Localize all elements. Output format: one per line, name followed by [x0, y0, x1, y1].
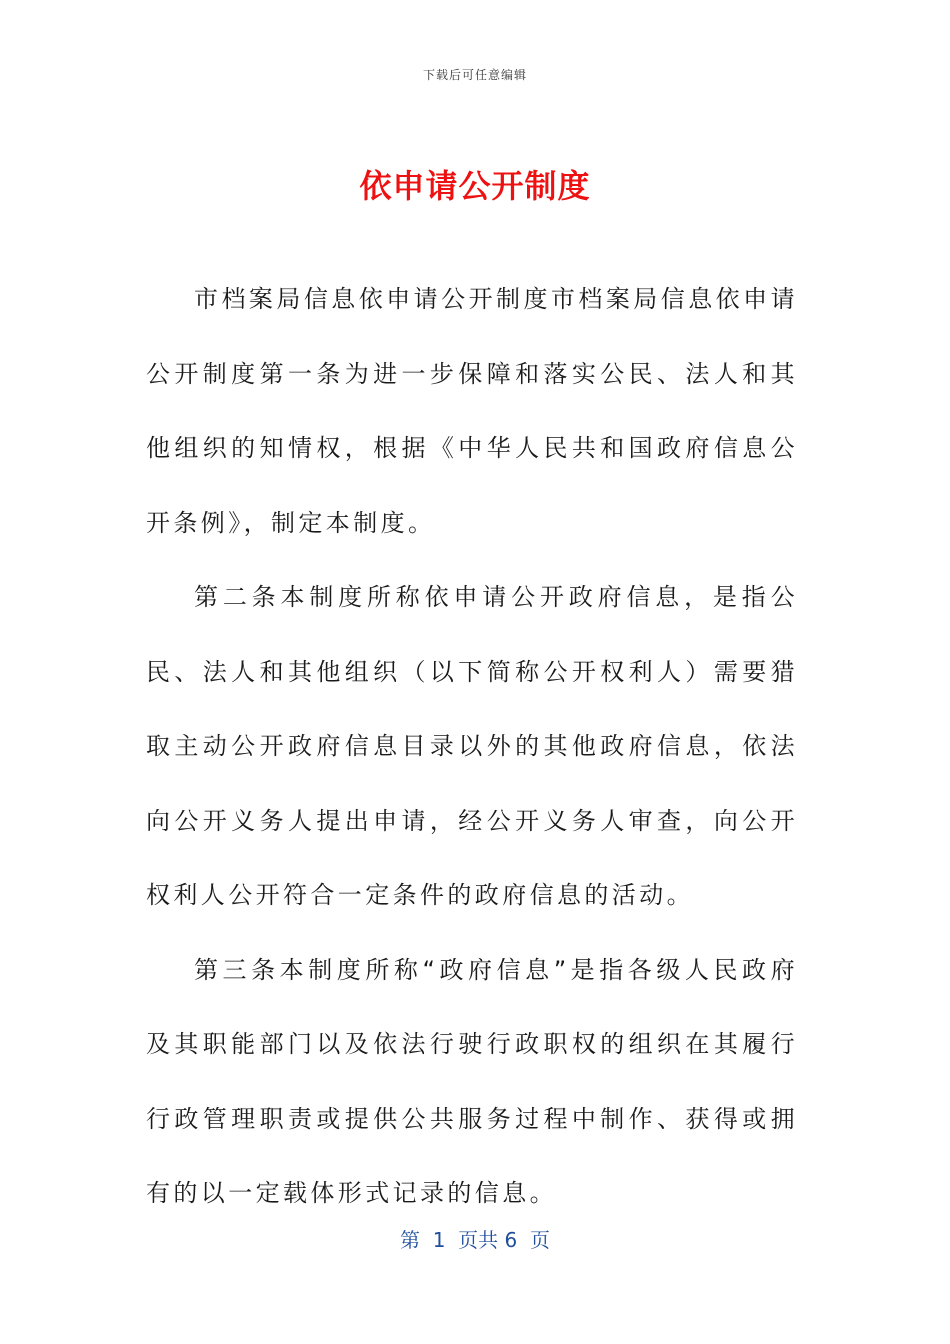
document-body: [146, 262, 798, 1231]
paragraph-article-2: 第二条本制度所称依申请公开政府信息，是指公民、法人和其他组织（以下简称公开权利人）需要猎取主动公开政府信息目录以外的其他政府信息，依法向公开义务人提出申请，经公开义务人审查，向公开权利人公开符合一定条件的政府信息的活动。: [146, 583, 798, 909]
document-title: 依申请公开制度: [359, 167, 591, 206]
header-note: 下载后可任意编辑: [422, 68, 527, 82]
page-footer: 第 1 页共 6 页: [400, 1228, 550, 1252]
paragraph-article-1: 市档案局信息依申请公开制度市档案局信息依申请公开制度第一条为进一步保障和落实公民、法人和其他组织的知情权，根据《中华人民共和国政府信息公开条例》，制定本制度。: [146, 285, 798, 537]
paragraph-article-3: 第三条本制度所称“政府信息”是指各级人民政府及其职能部门以及依法行驶行政职权的组织在其履行行政管理职责或提供公共服务过程中制作、获得或拥有的以一定载体形式记录的信息。: [146, 955, 798, 1207]
